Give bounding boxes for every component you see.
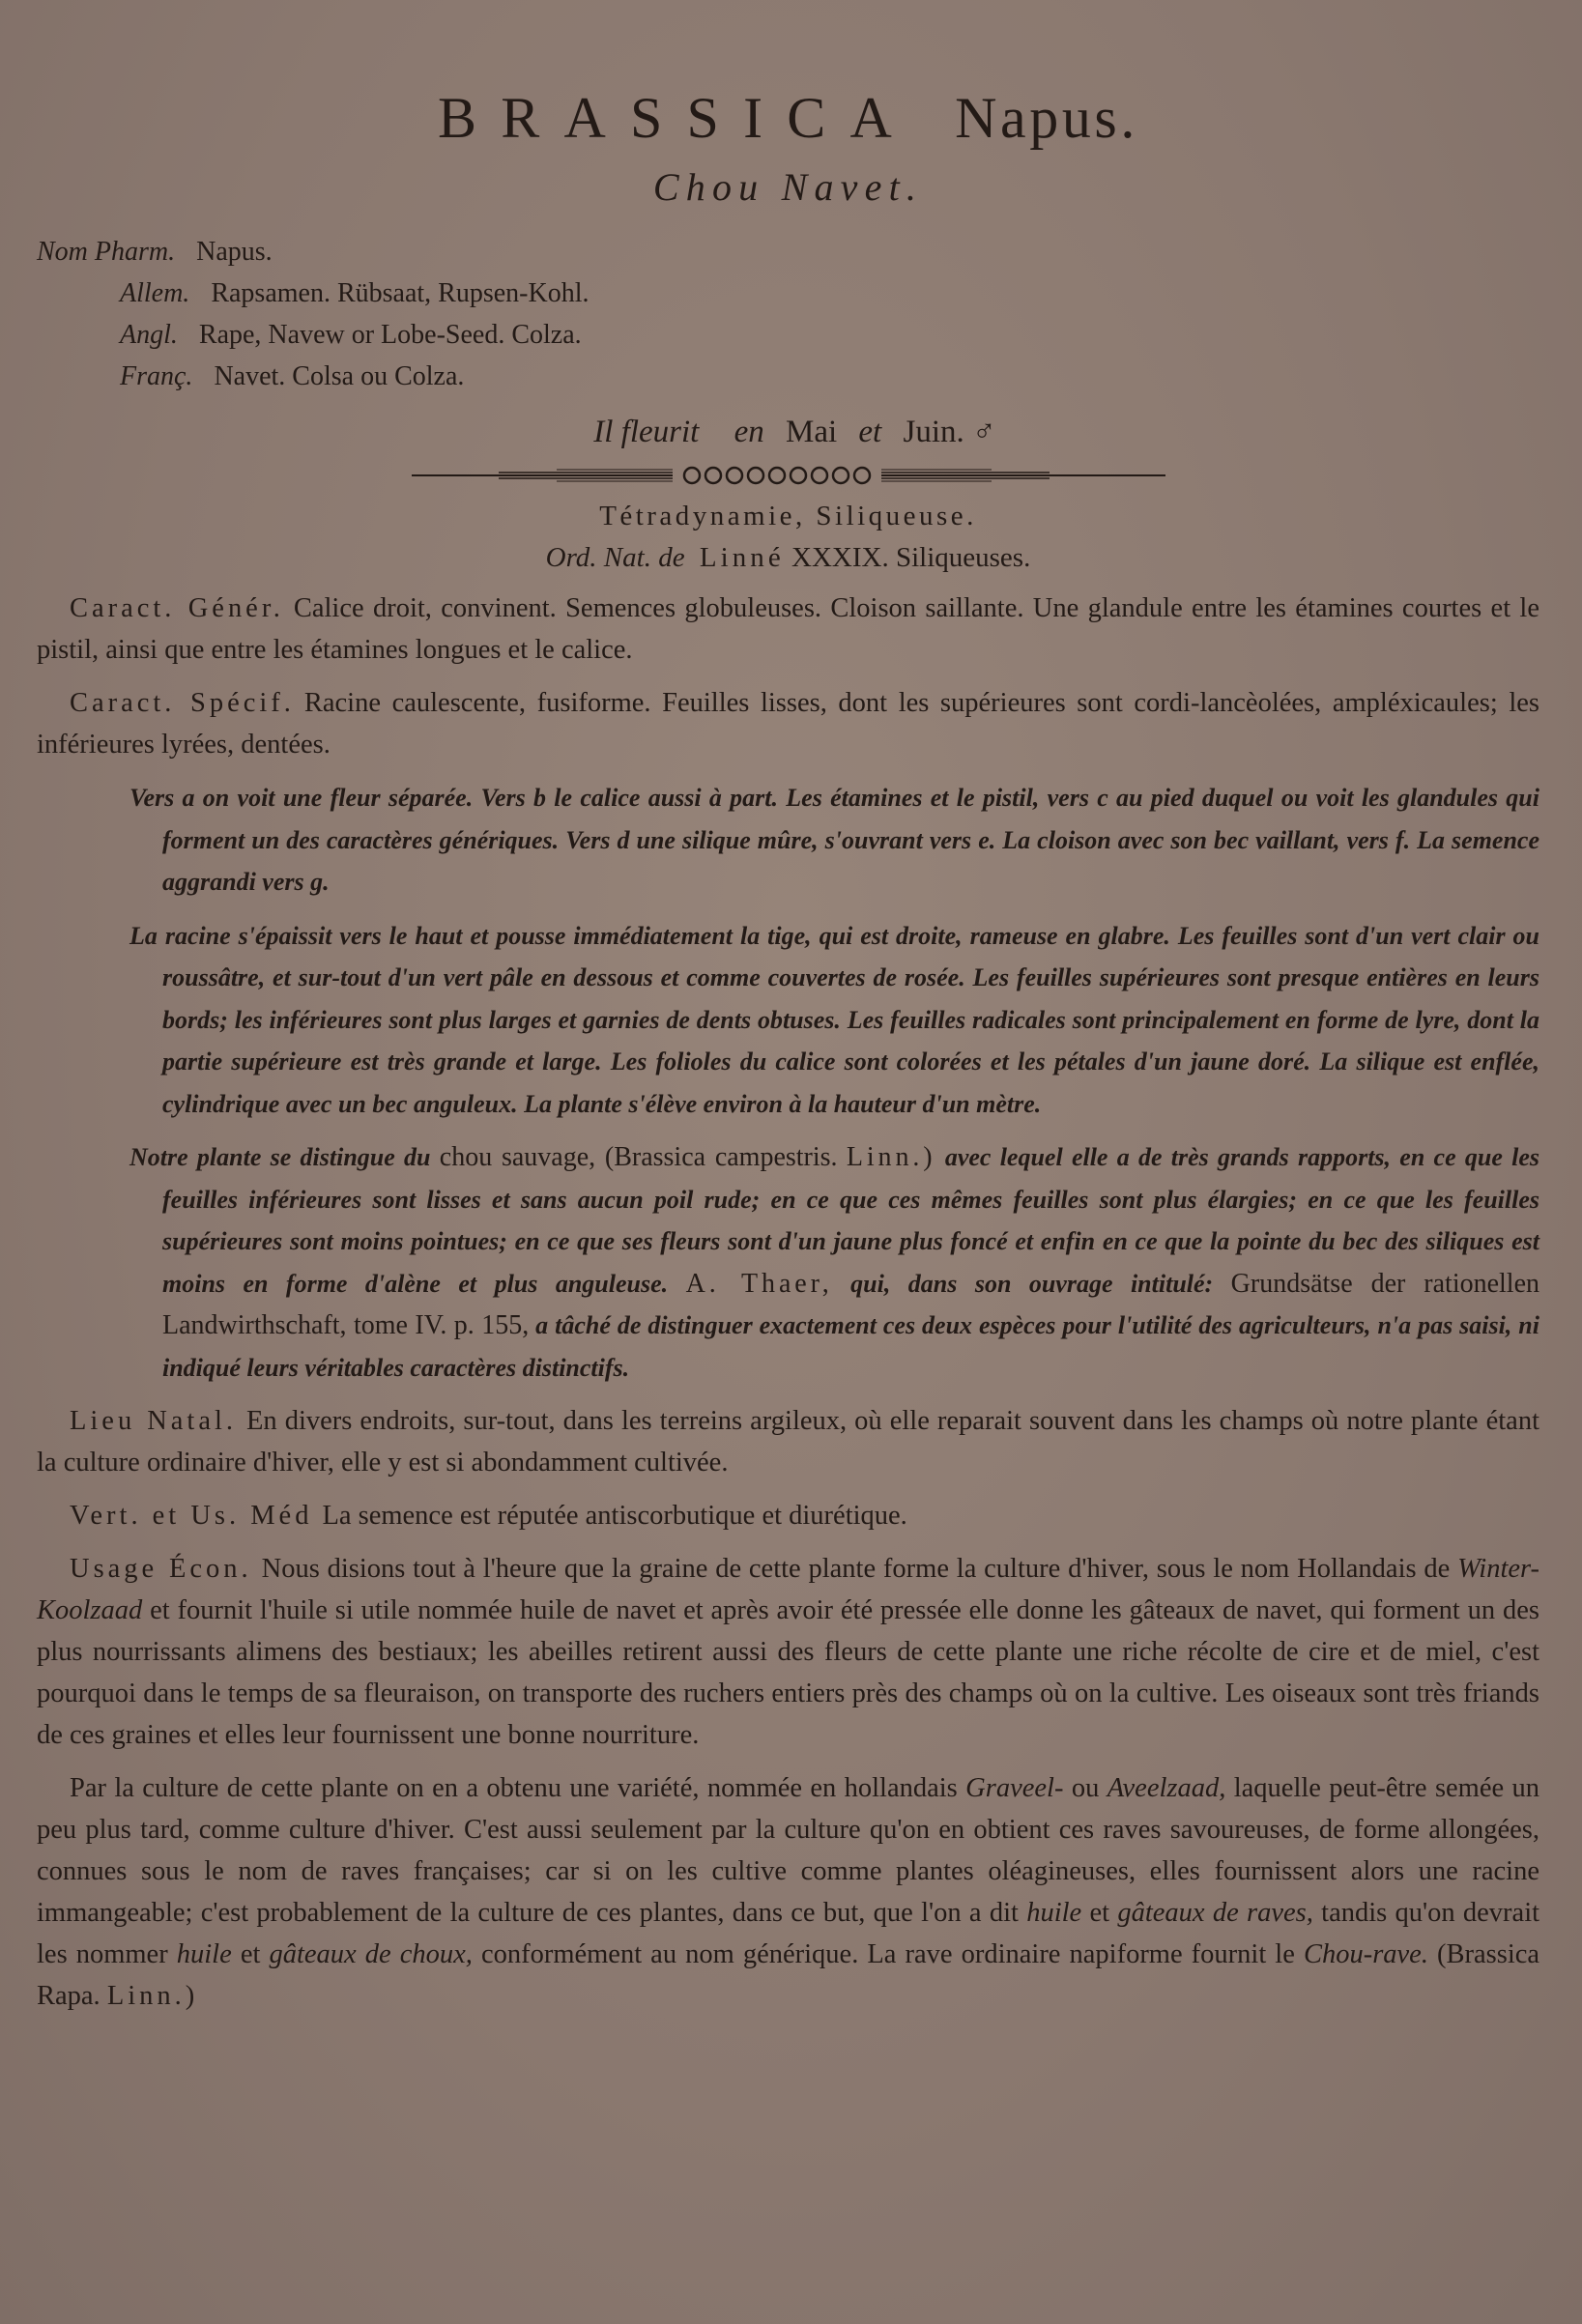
culture-italic: huile (1026, 1898, 1082, 1928)
culture-italic: Chou-rave. (1303, 1939, 1428, 1969)
culture-text: (Brassica Rapa. (37, 1939, 1540, 2011)
culture-text: ou (1071, 1773, 1100, 1803)
caract-gener-paragraph (37, 588, 1539, 671)
distinction-author: A. Thaer, (685, 1268, 833, 1299)
page-title (37, 86, 1539, 150)
male-symbol-icon: ♂ (972, 415, 996, 449)
ord-number: XXXIX. (791, 542, 889, 573)
ord-prefix: Ord. Nat. de (545, 542, 685, 573)
culture-text: Par la culture de cette plante on en a obtenu une variété, nommée en hollandais (70, 1773, 958, 1803)
distinction-book: Grundsätse der rationellen Landwirthschaft, tome IV. p. 155, (162, 1268, 1540, 1340)
ornamental-divider-icon (412, 464, 1165, 487)
distinction-text: avec lequel elle a de très grands rapports, en ce que les feuilles inférieures sont lisses et sans aucun poil rude; en ce que ces mêmes feuilles sont plus élargies; en ce que les feuilles supérieures sont moins pointues; en ce que ses fleurs sont d'un jaune plus foncé et enfin en ce que la pointe du bec des siliques est moins en forme d'alène et plus anguleuse. (162, 1143, 1540, 1298)
name-row-franc (37, 356, 1539, 397)
name-label: Allem. (120, 278, 190, 308)
name-value: Navet. Colsa ou Colza. (214, 361, 465, 391)
vernacular-names (37, 231, 1539, 397)
flowering-line (37, 415, 1539, 450)
section-label: Usage Écon. (70, 1554, 252, 1584)
linnaean-class: Tétradynamie, Siliqueuse. (599, 501, 977, 531)
name-row-pharm (37, 231, 1539, 273)
section-text: Racine caulescente, fusiforme. Feuilles lisses, dont les supérieures sont cordi-lancèolées, ampléxicaules; les inférieures lyrées, dentées. (37, 688, 1540, 760)
culture-linn: Linn.) (106, 1981, 199, 2011)
caract-specif-paragraph (37, 682, 1539, 765)
section-text: Calice droit, convinent. Semences globuleuses. Cloison saillante. Une glandule entre les étamines courtes et le pistil, ainsi que entre les étamines longues et le calice. (37, 593, 1539, 665)
name-label: Franç. (120, 361, 193, 391)
culture-text: tandis qu'on devrait les nommer (37, 1898, 1540, 1969)
common-name: Chou Navet. (652, 165, 924, 209)
title-genus: BRASSICA (438, 86, 917, 150)
section-label: Lieu Natal. (70, 1406, 238, 1436)
distinction-text: qui, dans son ouvrage intitulé: (850, 1269, 1214, 1298)
culture-paragraph (37, 1767, 1539, 2017)
section-text: En divers endroits, sur-tout, dans les terreins argileux, où elle reparait souvent dans les champs où notre plante étant la culture ordinaire d'hiver, elle y est si abondamment cultivée. (37, 1406, 1539, 1478)
dutch-name: Winter-Koolzaad (37, 1554, 1540, 1625)
section-text: et fournit l'huile si utile nommée huile de navet et après avoir été pressée elle donne les gâteaux de navet, qui forment un des plus nourrissants alimens des bestiaux; les abeilles retirent aussi des fleurs de cette plante une riche récolte de cire et de miel, c'est pourquoi dans le temps de sa fleuraison, on transporte des ruchers entiers près des champs où on la cultive. Les oiseaux sont très friands de ces graines et elles leur fournissent une bonne nourriture. (37, 1595, 1539, 1750)
bloom-et: et (858, 415, 882, 449)
ord-name: Siliqueuses. (895, 542, 1031, 573)
section-label: Caract. Génér. (70, 593, 284, 623)
culture-text: et (1089, 1898, 1110, 1928)
ord-linne: Linné (699, 542, 785, 573)
bloom-text: Il fleurit (593, 415, 700, 449)
usage-econ-paragraph (37, 1548, 1539, 1756)
name-value: Rape, Navew or Lobe-Seed. Colza. (198, 320, 582, 350)
figure-note-paragraph: Vers a on voit une fleur séparée. Vers b le calice aussi à part. Les étamines et le pistil, vers c au pied duquel ou voit les glandules qui forment un des caractères génériques. Vers d une silique mûre, s'ouvrant vers e. La cloison avec son bec vaillant, vers f. La semence aggrandi vers g. (129, 784, 1539, 896)
culture-italic: gâteaux de choux, (269, 1939, 473, 1969)
bloom-en: en (733, 415, 764, 449)
name-value: Rapsamen. Rübsaat, Rupsen-Kohl. (211, 278, 590, 308)
section-label: Vert. et Us. Méd (70, 1501, 313, 1531)
culture-text: et (240, 1939, 261, 1969)
bloom-month-may: Mai (785, 415, 838, 449)
name-label: Angl. (120, 320, 178, 350)
culture-text: conformément au nom générique. La rave ordinaire napiforme fournit le (480, 1939, 1295, 1969)
name-row-angl (37, 314, 1539, 356)
title-species: Napus. (955, 86, 1138, 150)
natural-order (37, 542, 1539, 574)
culture-italic: huile (176, 1939, 232, 1969)
lieu-natal-paragraph (37, 1400, 1539, 1483)
distinction-paragraph (37, 1136, 1539, 1389)
description-paragraph: La racine s'épaissit vers le haut et pousse immédiatement la tige, qui est droite, rameuse en glabre. Les feuilles sont d'un vert clair ou roussâtre, et sur-tout d'un vert pâle en dessous et comme couvertes de rosée. Les feuilles supérieures sont presque entières en leurs bords; les inférieures sont plus larges et garnies de dents obtuses. Les feuilles radicales sont principalement en forme de lyre, dont la partie supérieure est très grande et large. Les folioles du calice sont colorées et les pétales d'un jaune doré. La silique est enflée, cylindrique avec un bec anguleux. La plante s'élève environ à la hauteur d'un mètre. (129, 921, 1539, 1118)
section-text: Nous disions tout à l'heure que la graine de cette plante forme la culture d'hiver, sous le nom Hollandais de (261, 1554, 1451, 1584)
distinction-text: a tâché de distinguer exactement ces deux espèces pour l'utilité des agriculteurs, n'a pas saisi, ni indiqué leurs véritables caractères distinctifs. (162, 1311, 1539, 1382)
bloom-month-june: Juin. (903, 415, 964, 449)
name-row-allem (37, 273, 1539, 314)
name-label: Nom Pharm. (37, 237, 176, 267)
variety-name: Aveelzaad, (1107, 1773, 1226, 1803)
culture-italic: gâteaux de raves, (1117, 1898, 1313, 1928)
section-text: La semence est réputée antiscorbutique et diurétique. (322, 1501, 907, 1531)
section-label: Caract. Spécif. (70, 688, 295, 718)
variety-name: Graveel- (965, 1773, 1064, 1803)
name-value: Napus. (196, 237, 273, 267)
distinction-linn: Linn.) (846, 1142, 936, 1172)
vert-us-med-paragraph (37, 1495, 1539, 1536)
culture-text: laquelle peut-être semée un peu plus tard, comme culture d'hiver. C'est aussi seulement par la culture qu'on en obtient ces raves savoureuses, de forme allongées, connues sous le nom de raves françaises; car si on les cultive comme plantes oléagineuses, elles fournissent alors une racine immangeable; c'est probablement de la culture de ces plantes, dans ce but, que l'on a dit (37, 1773, 1540, 1928)
distinction-text: Notre plante se distingue du (129, 1143, 431, 1171)
distinction-species: chou sauvage, (Brassica campestris. (439, 1142, 838, 1172)
